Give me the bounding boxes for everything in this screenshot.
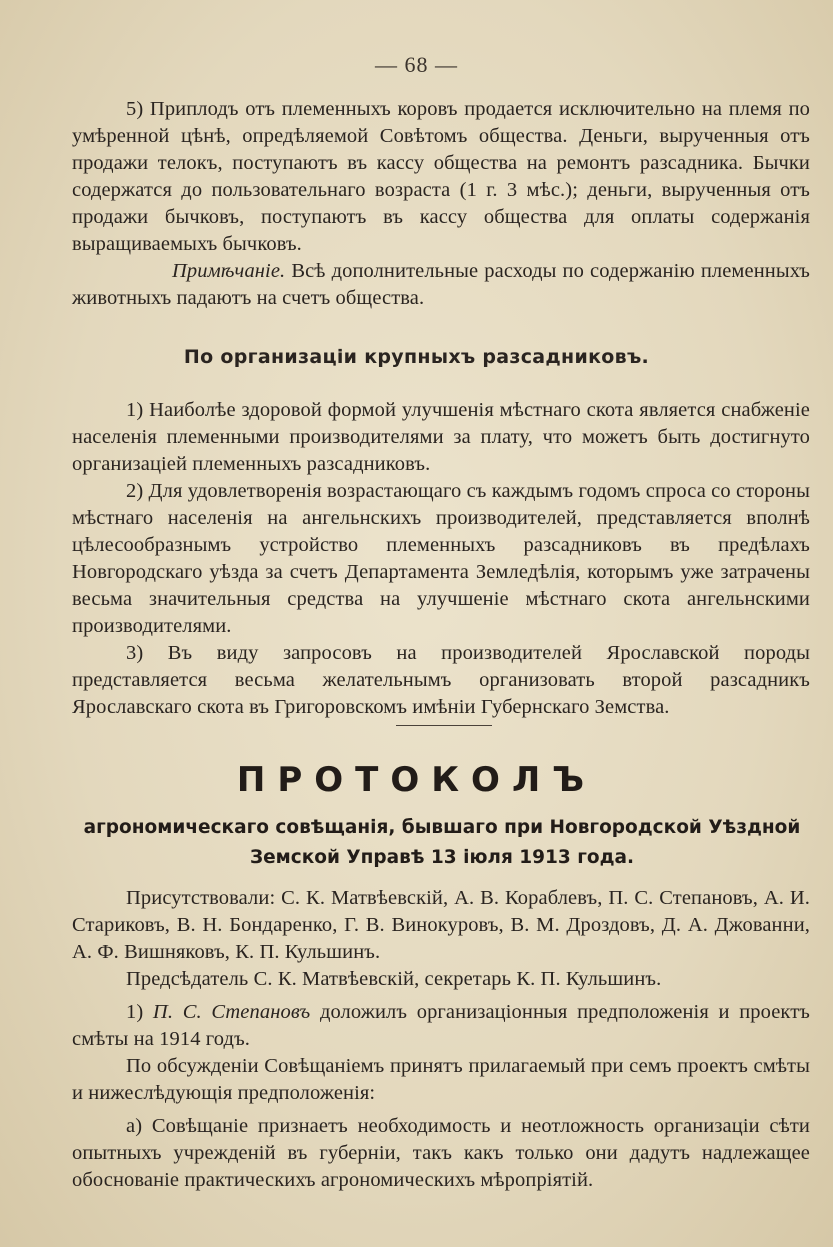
paragraph-chair: Предсѣдатель С. К. Матвѣевскій, секретарь К. П. Кульшинъ.	[126, 968, 662, 990]
paragraph-item-1	[72, 999, 810, 1053]
paragraph-point-3: 3) Въ виду запросовъ на производителей Ярославской породы представляется весьма желательнымъ организовать второй разсадникъ Ярославскаго скота въ Григоровскомъ имѣніи Губернскаго Земства.	[72, 642, 810, 718]
paragraph-discussion: По обсужденіи Совѣщаніемъ принятъ прилагаемый при семъ проектъ смѣты и нижеслѣдующія предположенія:	[72, 1055, 810, 1104]
item-1-speaker: П. С. Степановъ	[152, 1001, 311, 1023]
protocol-title: ПРОТОКОЛЪ	[236, 760, 597, 800]
paragraph-point-a: а) Совѣщаніе признаетъ необходимость и неотложность организаціи сѣти опытныхъ учрежденій въ губерніи, такъ какъ только они дадутъ надлежащее обоснованіе практическихъ агрономическихъ мѣропріятій.	[72, 1115, 810, 1191]
section-nurseries	[72, 397, 810, 721]
item-1-text: доложилъ организаціонныя предположенія и проектъ смѣты на 1914 годъ.	[72, 1001, 810, 1050]
paragraph-point-2: 2) Для удовлетворенія возрастающаго съ каждымъ годомъ спроса со стороны мѣстнаго населенія на ангельнскихъ производителей, представляется вполнѣ цѣлесообразнымъ устройство племенныхъ разсадниковъ въ предѣлахъ Новгородскаго уѣзда за счетъ Департамента Земледѣлія, которымъ уже затрачены весьма значительныя средства на улучшеніе мѣстнаго скота ангельнскими производителями.	[72, 480, 810, 637]
paragraph-offspring-sale: 5) Приплодъ отъ племенныхъ коровъ продается исключительно на племя по умѣренной цѣнѣ, опредѣляемой Совѣтомъ общества. Деньги, вырученныя отъ продажи телокъ, поступаютъ въ кассу общества на ремонтъ разсадника. Бычки содержатся до пользовательнаго возраста (1 г. 3 мѣс.); деньги, вырученныя отъ продажи бычковъ, поступаютъ въ кассу общества для оплаты содержанія выращиваемыхъ бычковъ.	[72, 98, 810, 255]
note-text: Всѣ дополнительные расходы по содержанію племенныхъ животныхъ падаютъ на счетъ общества.	[72, 260, 810, 309]
protocol-subtitle: агрономическаго совѣщанія, бывшаго при Новгородской Уѣздной Земской Управѣ 13 іюля 1913 года.	[83, 817, 801, 868]
item-1-number: 1)	[126, 1001, 153, 1023]
note-paragraph	[72, 258, 810, 312]
section-divider	[396, 725, 492, 726]
note-label: Примѣчаніе.	[172, 260, 286, 282]
section-breeding-rules	[72, 96, 810, 312]
paragraph-attendees: Присутствовали: С. К. Матвѣевскій, А. В. Кораблевъ, П. С. Степановъ, А. И. Стариковъ, В. Н. Бондаренко, Г. В. Винокуровъ, В. М. Дроздовъ, Д. А. Джованни, А. Ф. Вишняковъ, К. П. Кульшинъ.	[72, 887, 810, 963]
page-number: — 68 —	[375, 52, 458, 77]
paragraph-point-1: 1) Наиболѣе здоровой формой улучшенія мѣстнаго скота является снабженіе населенія племенными производителями за плату, что можетъ быть достигнуто организаціей племенныхъ разсадниковъ.	[72, 399, 810, 475]
section-protocol	[72, 885, 810, 1194]
section-heading-nurseries: По организаціи крупныхъ разсадниковъ.	[183, 346, 650, 368]
